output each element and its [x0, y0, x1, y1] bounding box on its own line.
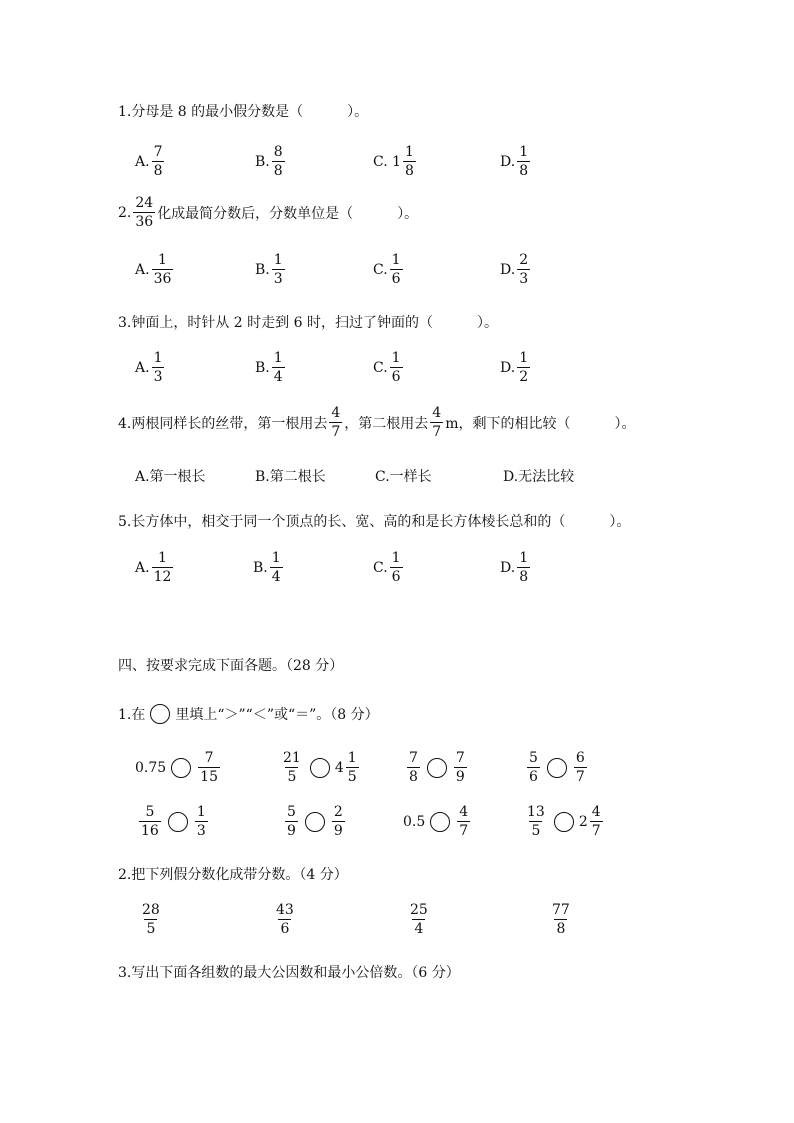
s1-text: 1.在 — [118, 707, 146, 723]
denominator: 7 — [575, 769, 585, 785]
numerator: 4 — [331, 405, 341, 421]
fraction — [152, 253, 174, 286]
denominator: 36 — [153, 271, 172, 287]
fraction — [272, 351, 285, 384]
s3-instruction: 3.写出下面各组数的最大公因数和最小公倍数。（6 分） — [118, 965, 460, 981]
denominator: 16 — [141, 823, 159, 839]
denominator: 9 — [455, 769, 465, 785]
numerator: 77 — [552, 902, 570, 918]
q3-option-c[interactable] — [373, 351, 405, 384]
option-label: D. — [500, 559, 516, 576]
q5-option-b[interactable] — [253, 551, 285, 584]
fraction — [274, 903, 296, 936]
q5-option-a[interactable] — [135, 551, 175, 584]
numerator: 13 — [527, 804, 545, 820]
denominator: 9 — [287, 823, 296, 839]
q4-text: 4.两根同样长的丝带，第一根用去 — [118, 415, 328, 432]
option-label: C. — [373, 261, 388, 278]
improper-fraction-item — [138, 903, 164, 936]
fraction — [550, 903, 572, 936]
compare-circle-input[interactable] — [430, 812, 450, 832]
denominator: 3 — [153, 369, 163, 385]
fraction — [430, 406, 443, 439]
fraction — [574, 751, 587, 784]
fraction — [390, 253, 403, 286]
numerator: 1 — [519, 550, 529, 566]
fraction — [332, 805, 345, 838]
fraction — [281, 751, 303, 784]
s1-instruction — [118, 704, 379, 724]
numerator: 1 — [153, 350, 163, 366]
q2-option-b[interactable] — [255, 253, 287, 286]
fraction — [407, 751, 420, 784]
fraction — [270, 551, 283, 584]
q4-text-end: ）。 — [614, 415, 636, 432]
denominator: 5 — [146, 921, 156, 937]
q5-text-end: ）。 — [609, 514, 631, 530]
denominator: 3 — [519, 271, 529, 287]
fraction — [517, 351, 530, 384]
denominator: 3 — [196, 823, 206, 839]
numerator: 7 — [409, 750, 418, 766]
fraction — [198, 751, 220, 784]
numerator: 1 — [391, 550, 401, 566]
denominator: 6 — [529, 769, 538, 785]
denominator: 5 — [287, 769, 297, 785]
fraction — [140, 903, 162, 936]
numerator: 21 — [283, 750, 301, 766]
q1-text: 1.分母是 8 的最小假分数是（ — [118, 104, 304, 120]
fraction — [329, 406, 342, 439]
fraction — [457, 805, 470, 838]
numerator: 4 — [459, 804, 469, 820]
numerator: 24 — [135, 195, 154, 211]
denominator: 5 — [347, 769, 357, 785]
denominator: 8 — [153, 163, 163, 179]
q5-option-d[interactable] — [500, 551, 532, 584]
option-label: C. — [373, 359, 388, 376]
denominator: 8 — [556, 921, 566, 937]
compare-item — [525, 751, 589, 784]
fraction — [517, 253, 530, 286]
fraction — [525, 805, 547, 838]
q1-option-a[interactable] — [135, 145, 166, 178]
denominator: 36 — [135, 214, 154, 230]
q4-option-b[interactable]: B.第二根长 — [255, 469, 326, 485]
fraction — [195, 805, 208, 838]
s2-instruction: 2.把下列假分数化成带分数。（4 分） — [118, 867, 348, 883]
q3-option-d[interactable] — [500, 351, 532, 384]
q1-option-c[interactable] — [373, 145, 418, 178]
numerator: 4 — [432, 405, 442, 421]
denominator: 4 — [414, 921, 424, 937]
q2-text: 化成最简分数后，分数单位是（ — [157, 205, 354, 222]
improper-fraction-item — [406, 903, 432, 936]
fraction — [285, 805, 298, 838]
option-label: B. — [255, 153, 270, 170]
improper-fraction-item — [272, 903, 298, 936]
numerator: 7 — [455, 750, 465, 766]
q4-option-a[interactable]: A.第一根长 — [135, 469, 206, 485]
numerator: 2 — [519, 252, 529, 268]
numerator: 2 — [333, 804, 343, 820]
option-label: B. — [253, 559, 268, 576]
improper-fraction-item — [548, 903, 574, 936]
denominator: 8 — [273, 163, 283, 179]
numerator: 4 — [591, 804, 601, 820]
q4-text: m，剩下的相比较（ — [445, 415, 571, 432]
numerator: 5 — [529, 750, 538, 766]
fraction — [390, 351, 403, 384]
section-4-title: 四、按要求完成下面各题。（28 分） — [118, 658, 344, 674]
fraction — [346, 751, 359, 784]
numerator: 25 — [410, 902, 428, 918]
q1-option-d[interactable] — [500, 145, 532, 178]
compare-circle-input[interactable] — [168, 812, 188, 832]
q3-text: 3.钟面上，时针从 2 时走到 6 时，扫过了钟面的（ — [118, 315, 433, 331]
compare-item — [279, 751, 361, 784]
fraction — [517, 551, 530, 584]
numerator: 43 — [276, 902, 294, 918]
numerator: 7 — [153, 144, 163, 160]
q3-option-b[interactable] — [255, 351, 287, 384]
compare-circle-input[interactable] — [305, 812, 325, 832]
denominator: 8 — [519, 569, 529, 585]
numerator: 1 — [158, 252, 167, 268]
left-value: 0.75 — [135, 759, 167, 776]
denominator: 7 — [331, 424, 341, 440]
numerator: 1 — [271, 550, 281, 566]
option-label: C. — [373, 559, 388, 576]
option-label: B. — [255, 359, 270, 376]
denominator: 7 — [591, 823, 601, 839]
denominator: 7 — [459, 823, 469, 839]
fraction — [152, 145, 165, 178]
option-label: A. — [135, 261, 150, 278]
numerator: 6 — [575, 750, 585, 766]
fraction — [527, 751, 540, 784]
compare-item — [523, 805, 605, 838]
compare-item — [405, 751, 469, 784]
fraction — [133, 196, 155, 229]
fraction — [152, 351, 165, 384]
question-1-stem — [118, 101, 368, 121]
compare-circle-input[interactable] — [171, 758, 191, 778]
numerator: 1 — [196, 804, 206, 820]
numerator: 1 — [158, 550, 167, 566]
fraction — [152, 551, 174, 584]
compare-circle-input[interactable] — [547, 758, 567, 778]
q2-text-end: ）。 — [397, 205, 419, 222]
numerator: 1 — [405, 144, 414, 160]
whole-part: 2 — [578, 813, 588, 830]
numerator: 1 — [519, 350, 529, 366]
circle-icon — [150, 704, 170, 724]
numerator: 1 — [391, 350, 401, 366]
q1-text-end: ）。 — [347, 104, 369, 120]
compare-item — [283, 805, 347, 838]
denominator: 6 — [391, 569, 401, 585]
numerator: 1 — [347, 750, 357, 766]
question-4-stem — [118, 406, 635, 439]
fraction — [408, 903, 430, 936]
denominator: 8 — [519, 163, 529, 179]
left-value: 0.5 — [403, 813, 426, 830]
denominator: 8 — [409, 769, 418, 785]
q5-text: 5.长方体中，相交于同一个顶点的长、宽、高的和是长方体棱长总和的（ — [118, 514, 566, 530]
q4-text: ，第二根用去 — [344, 415, 429, 432]
q3-text-end: ）。 — [476, 315, 498, 331]
q2-option-d[interactable] — [500, 253, 532, 286]
option-label: A. — [135, 359, 150, 376]
option-label: D. — [500, 359, 516, 376]
q3-option-a[interactable] — [135, 351, 166, 384]
numerator: 1 — [391, 252, 401, 268]
numerator: 8 — [273, 144, 283, 160]
denominator: 5 — [531, 823, 541, 839]
q1-option-b[interactable] — [255, 145, 287, 178]
fraction — [517, 145, 530, 178]
question-2-stem — [118, 196, 418, 229]
question-5-stem — [118, 511, 630, 531]
numerator: 1 — [273, 350, 283, 366]
option-label: B. — [255, 261, 270, 278]
denominator: 3 — [273, 271, 283, 287]
numerator: 7 — [204, 750, 214, 766]
q5-option-c[interactable] — [373, 551, 405, 584]
numerator: 1 — [273, 252, 283, 268]
fraction — [403, 145, 416, 178]
numerator: 28 — [142, 902, 160, 918]
q4-option-d[interactable]: D.无法比较 — [503, 469, 575, 485]
denominator: 6 — [391, 271, 401, 287]
option-label: D. — [500, 261, 516, 278]
whole-part: 4 — [334, 759, 344, 776]
compare-item — [137, 805, 210, 838]
s1-text: 里填上“＞”“＜”或“＝”。（8 分） — [175, 707, 379, 723]
numerator: 5 — [287, 804, 296, 820]
option-label: A. — [135, 559, 150, 576]
q4-option-c[interactable]: C.一样长 — [375, 469, 432, 485]
denominator: 2 — [519, 369, 529, 385]
denominator: 12 — [153, 569, 172, 585]
fraction — [454, 751, 467, 784]
denominator: 6 — [391, 369, 401, 385]
compare-circle-input[interactable] — [310, 758, 330, 778]
fraction — [590, 805, 603, 838]
denominator: 8 — [405, 163, 414, 179]
denominator: 15 — [200, 769, 218, 785]
compare-item — [403, 805, 472, 838]
fraction — [139, 805, 161, 838]
denominator: 6 — [280, 921, 290, 937]
q2-number: 2. — [118, 204, 132, 221]
q2-option-a[interactable] — [135, 253, 175, 286]
question-3-stem — [118, 312, 498, 332]
denominator: 4 — [271, 569, 281, 585]
compare-circle-input[interactable] — [427, 758, 447, 778]
denominator: 9 — [333, 823, 343, 839]
denominator: 7 — [432, 424, 442, 440]
fraction — [272, 253, 285, 286]
fraction — [272, 145, 285, 178]
numerator: 5 — [145, 804, 155, 820]
compare-circle-input[interactable] — [554, 812, 574, 832]
q2-option-c[interactable] — [373, 253, 405, 286]
option-label: A. — [135, 153, 150, 170]
fraction — [390, 551, 403, 584]
option-label: C. 1 — [373, 153, 402, 170]
compare-item — [135, 751, 222, 784]
denominator: 4 — [273, 369, 283, 385]
numerator: 1 — [519, 144, 529, 160]
option-label: D. — [500, 153, 516, 170]
